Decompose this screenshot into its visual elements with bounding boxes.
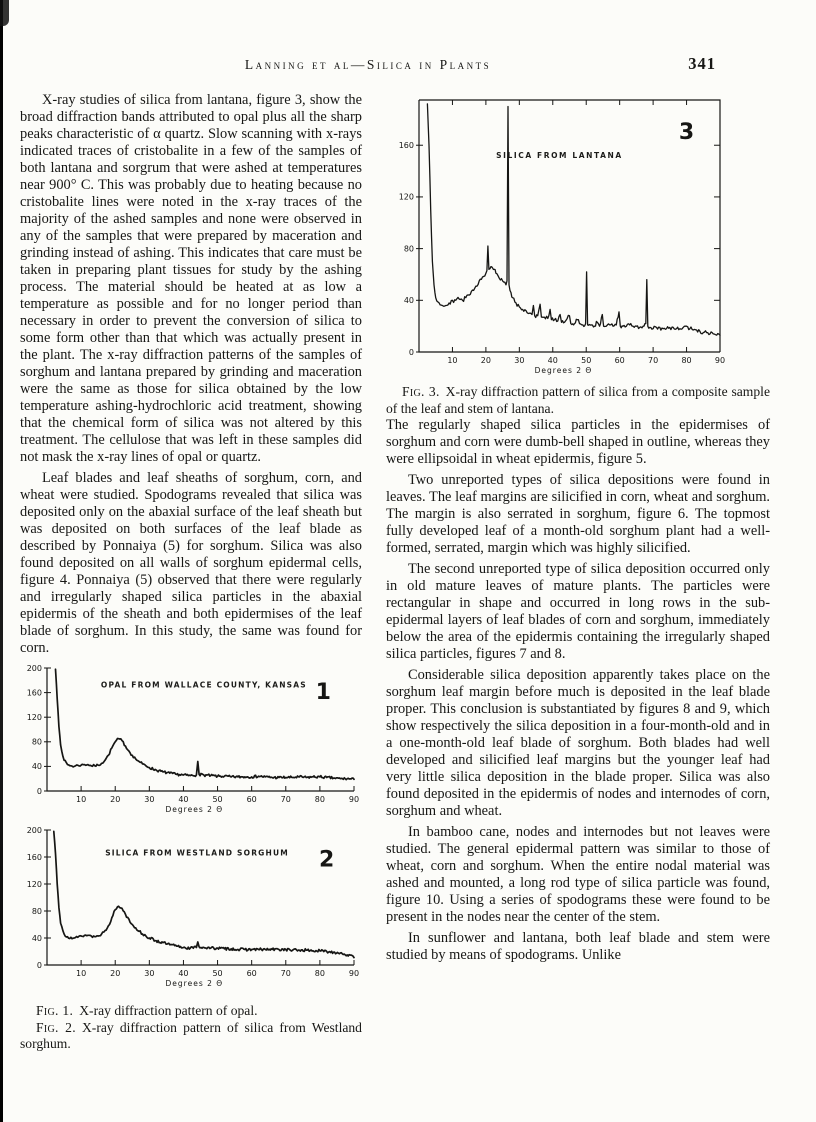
svg-text:10: 10 bbox=[447, 356, 458, 365]
svg-text:50: 50 bbox=[581, 356, 592, 365]
figure-2 bbox=[20, 825, 362, 995]
svg-text:80: 80 bbox=[31, 906, 42, 916]
page-header bbox=[20, 56, 716, 76]
svg-text:3: 3 bbox=[678, 119, 695, 145]
svg-text:Degrees 2 Θ: Degrees 2 Θ bbox=[165, 979, 224, 988]
fig2-caption-label: Fig. 2. bbox=[36, 1019, 76, 1035]
fig1-caption bbox=[20, 1003, 362, 1020]
svg-text:0: 0 bbox=[36, 786, 42, 796]
svg-text:30: 30 bbox=[514, 356, 525, 365]
svg-text:80: 80 bbox=[681, 356, 692, 365]
svg-text:OPAL FROM WALLACE COUNTY, KANS: OPAL FROM WALLACE COUNTY, KANSAS bbox=[100, 680, 307, 690]
fig3-caption-text: X-ray diffraction pattern of silica from a composite sample of the leaf and stem of lantana. bbox=[386, 384, 770, 416]
fig1-xray-diffraction-chart bbox=[20, 663, 362, 819]
figure-captions bbox=[20, 1003, 362, 1053]
svg-text:20: 20 bbox=[480, 356, 491, 365]
paragraph: X-ray studies of silica from lantana, figure 3, show the broad diffraction bands attributed to opal plus all the sharp peaks characteristic of α quartz. Slow scanning with x-rays indicated traces of cristobalite in a few of the samples of both lantana and sorgrum that were ashed at temperatures near 900° C. This was probably due to heating because no cristobalite lines were noted in the x-ray traces of the majority of the ashed samples and none were observed in any of the samples that were prepared by maceration and grinding instead of ashing. This indicates that care must be taken in preparing plant tissues for study by the ashing process. The material should be heated at as low a temperature as possible and for no longer period than necessary in order to prevent the conversion of silica to some form other than that which was actually present in the plant. The x-ray diffraction patterns of the samples of sorghum and lantana prepared by grinding and maceration were the same as those for silica obtained by the low temperature ashing-hydrochloric acid treatment, showing that the chemical form of silica was not altered by this treatment. The cellulose that was left in these samples did not mask the x-ray lines of opal or quartz. bbox=[20, 92, 362, 465]
svg-text:30: 30 bbox=[144, 969, 155, 978]
paragraph: The second unreported type of silica deposition occurred only in old mature leaves of mature plants. The particles were rectangular in shape and occurred in long rows in the sub-epidermal layers of leaf blades of corn and sorghum, immediately below the area of the epidermis containing the irregularly shaped silica particles, figures 7 and 8. bbox=[386, 561, 770, 662]
running-head: Lanning et al—Silica in Plants bbox=[244, 57, 492, 72]
paragraph: Leaf blades and leaf sheaths of sorghum, corn, and wheat were studied. Spodograms revealed that silica was deposited only on the abaxial surface of the leaf sheath but was deposited on both surfaces of the leaf blade as described by Ponnaiya (5) for sorghum. Silica was also found deposited on all walls of sorghum epidermal cells, figure 4. Ponnaiya (5) observed that there were regularly and irregularly shaped silica particles in the abaxial epidermis of the sheath and both epidermises of the leaf blade of sorghum. In this study, the same was found for corn. bbox=[20, 470, 362, 656]
svg-text:SILICA FROM WESTLAND SORGHUM: SILICA FROM WESTLAND SORGHUM bbox=[105, 848, 289, 858]
svg-text:90: 90 bbox=[348, 795, 360, 804]
figure-3 bbox=[392, 94, 770, 384]
svg-text:70: 70 bbox=[648, 356, 659, 365]
svg-text:160: 160 bbox=[26, 852, 42, 862]
fig1-caption-text: X-ray diffraction pattern of opal. bbox=[79, 1003, 258, 1018]
svg-text:60: 60 bbox=[614, 356, 625, 365]
svg-text:30: 30 bbox=[144, 795, 155, 804]
svg-text:80: 80 bbox=[314, 969, 325, 978]
svg-text:Degrees 2 Θ: Degrees 2 Θ bbox=[165, 805, 224, 814]
two-column-layout bbox=[20, 92, 816, 1053]
paragraph: Two unreported types of silica depositions were found in leaves. The leaf margins are silicified in corn, wheat and sorghum. The margin is also serrated in sorghum, figure 6. The topmost fully developed leaf of a month-old sorghum plant had a well-formed, serrated, margin which was highly silicified. bbox=[386, 472, 770, 556]
svg-text:10: 10 bbox=[76, 795, 87, 804]
svg-text:90: 90 bbox=[714, 356, 726, 365]
svg-text:120: 120 bbox=[26, 879, 42, 889]
svg-text:40: 40 bbox=[403, 296, 414, 306]
svg-text:SILICA FROM LANTANA: SILICA FROM LANTANA bbox=[496, 151, 623, 161]
svg-text:80: 80 bbox=[403, 244, 414, 254]
svg-text:200: 200 bbox=[26, 663, 42, 673]
left-column bbox=[20, 92, 362, 1053]
svg-text:40: 40 bbox=[178, 969, 189, 978]
page-number: 341 bbox=[688, 54, 716, 73]
svg-text:40: 40 bbox=[31, 762, 42, 772]
svg-text:60: 60 bbox=[246, 795, 257, 804]
svg-text:90: 90 bbox=[348, 969, 360, 978]
svg-text:80: 80 bbox=[31, 737, 42, 747]
svg-text:40: 40 bbox=[31, 933, 42, 943]
svg-text:Degrees 2 Θ: Degrees 2 Θ bbox=[534, 366, 593, 375]
svg-text:20: 20 bbox=[110, 795, 121, 804]
svg-text:60: 60 bbox=[246, 969, 257, 978]
svg-text:1: 1 bbox=[315, 679, 331, 705]
svg-text:120: 120 bbox=[398, 192, 414, 202]
fig3-caption bbox=[386, 384, 770, 417]
right-column bbox=[386, 92, 770, 1053]
fig2-caption-text: X-ray diffraction pattern of silica from Westland sorghum. bbox=[20, 1019, 362, 1051]
paragraph: In sunflower and lantana, both leaf blade and stem were studied by means of spodograms. Unlike bbox=[386, 930, 770, 963]
svg-text:70: 70 bbox=[280, 969, 291, 978]
svg-text:50: 50 bbox=[212, 795, 223, 804]
svg-text:200: 200 bbox=[26, 825, 42, 835]
svg-text:20: 20 bbox=[110, 969, 121, 978]
svg-text:120: 120 bbox=[26, 713, 42, 722]
fig2-xray-diffraction-chart bbox=[20, 825, 362, 995]
svg-text:40: 40 bbox=[547, 356, 558, 365]
paragraph: In bamboo cane, nodes and internodes but not leaves were studied. The general epidermal pattern was similar to those of wheat, corn and sorghum. When the entire nodal material was ashed and mounted, a long rod type of silica particle was found, figure 10. Using a series of spodograms these were found to be present in the nodes near the center of the stem. bbox=[386, 824, 770, 925]
svg-text:160: 160 bbox=[26, 688, 42, 698]
svg-text:50: 50 bbox=[212, 969, 223, 978]
figure-1 bbox=[20, 663, 362, 819]
paragraph: Considerable silica deposition apparently takes place on the sorghum leaf margin before much is deposited in the leaf blade proper. This conclusion is substantiated by figures 8 and 9, which show respectively the silica deposition in a four-month-old and in a one-month-old leaf blade of sorghum. Both blades had well developed and silicified leaf margins but the younger leaf had very little silica deposition in the blade proper. Silica was also found deposited in the epidermis of nodes and internodes of corn, sorghum and wheat. bbox=[386, 667, 770, 819]
svg-text:160: 160 bbox=[398, 141, 414, 151]
fig1-caption-label: Fig. 1. bbox=[36, 1003, 74, 1018]
scan-blob-artifact bbox=[0, 0, 9, 26]
svg-text:80: 80 bbox=[314, 795, 325, 804]
svg-text:70: 70 bbox=[280, 795, 291, 804]
fig2-caption bbox=[20, 1020, 362, 1053]
svg-text:40: 40 bbox=[178, 795, 189, 804]
scan-edge-artifact bbox=[0, 0, 3, 1122]
svg-text:2: 2 bbox=[319, 847, 335, 873]
svg-text:0: 0 bbox=[36, 960, 42, 970]
svg-text:0: 0 bbox=[408, 347, 414, 357]
paragraph: The regularly shaped silica particles in the epidermises of sorghum and corn were dumb-bell shaped in outline, whereas they were ellipsoidal in wheat epidermis, figure 5. bbox=[386, 417, 770, 467]
svg-text:10: 10 bbox=[76, 969, 87, 978]
fig3-xray-diffraction-chart bbox=[392, 94, 732, 384]
fig3-caption-label: Fig. 3. bbox=[402, 384, 440, 399]
